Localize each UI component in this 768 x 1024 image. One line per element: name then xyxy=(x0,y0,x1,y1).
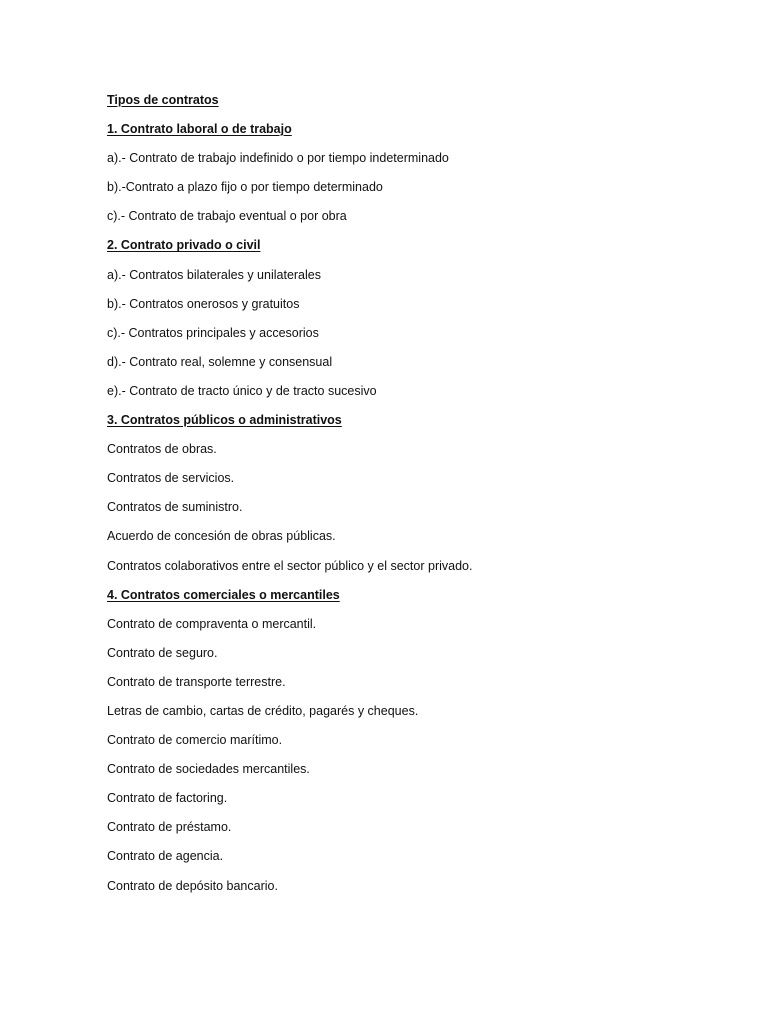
list-item: Contratos colaborativos entre el sector público y el sector privado. xyxy=(107,558,473,573)
list-item: a).- Contrato de trabajo indefinido o por tiempo indeterminado xyxy=(107,151,449,166)
list-item: Contrato de agencia. xyxy=(107,849,224,864)
list-item: Contrato de compraventa o mercantil. xyxy=(107,616,317,631)
list-item: c).- Contratos principales y accesorios xyxy=(107,325,319,340)
section-heading-commercial: 4. Contratos comerciales o mercantiles xyxy=(107,587,340,602)
list-item: e).- Contrato de tracto único y de tracto sucesivo xyxy=(107,383,377,398)
section-heading-public: 3. Contratos públicos o administrativos xyxy=(107,413,342,428)
section-heading-civil: 2. Contrato privado o civil xyxy=(107,238,261,253)
list-item: Contrato de comercio marítimo. xyxy=(107,733,283,748)
list-item: b).-Contrato a plazo fijo o por tiempo determinado xyxy=(107,180,383,195)
document-body xyxy=(107,91,727,906)
list-item: Contrato de depósito bancario. xyxy=(107,878,278,893)
list-item: c).- Contrato de trabajo eventual o por obra xyxy=(107,209,347,224)
list-item: Contratos de obras. xyxy=(107,442,217,457)
list-item: Contrato de transporte terrestre. xyxy=(107,674,286,689)
list-item: Contrato de seguro. xyxy=(107,645,218,660)
list-item: b).- Contratos onerosos y gratuitos xyxy=(107,296,300,311)
document-title: Tipos de contratos xyxy=(107,93,219,107)
list-item: Contratos de suministro. xyxy=(107,500,243,515)
list-item: Letras de cambio, cartas de crédito, pagarés y cheques. xyxy=(107,703,419,718)
list-item: Contrato de factoring. xyxy=(107,791,228,806)
list-item: a).- Contratos bilaterales y unilaterales xyxy=(107,267,321,282)
section-heading-labor: 1. Contrato laboral o de trabajo xyxy=(107,122,292,137)
list-item: d).- Contrato real, solemne y consensual xyxy=(107,354,333,369)
list-item: Contrato de sociedades mercantiles. xyxy=(107,762,310,777)
list-item: Contratos de servicios. xyxy=(107,471,235,486)
list-item: Acuerdo de concesión de obras públicas. xyxy=(107,529,336,544)
list-item: Contrato de préstamo. xyxy=(107,820,232,835)
